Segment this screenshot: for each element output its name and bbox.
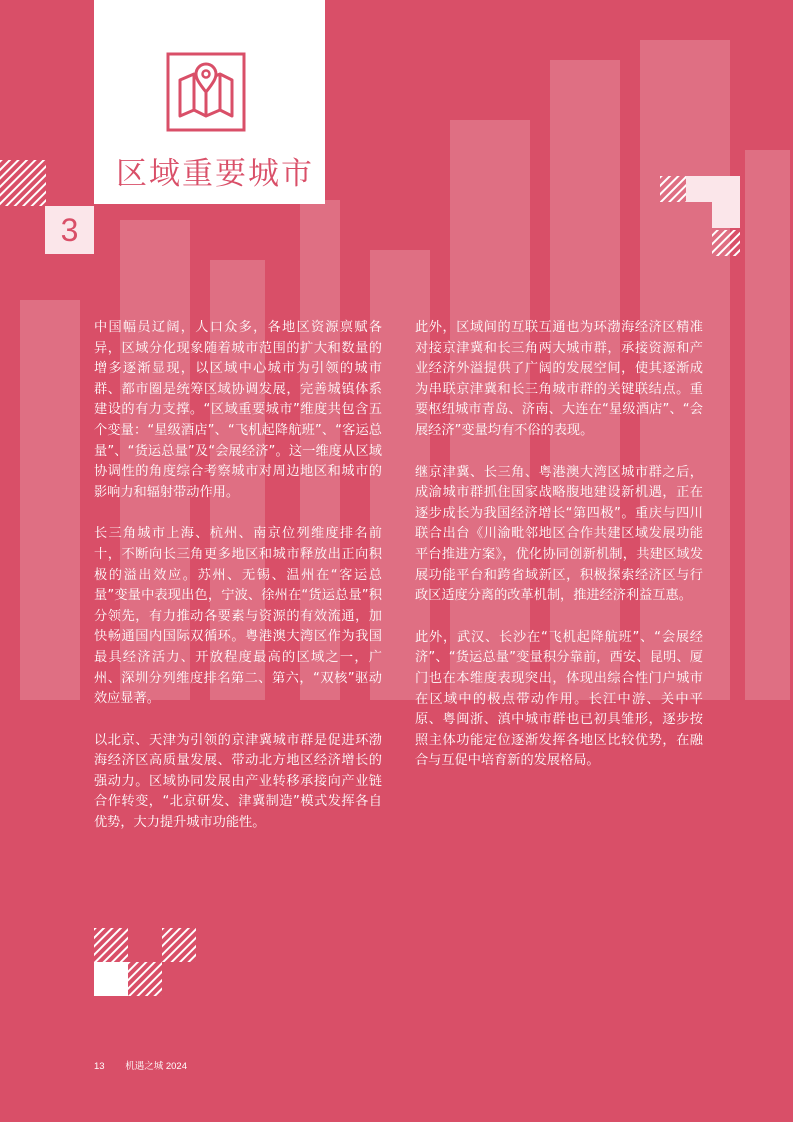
page-number: 13 (94, 1061, 105, 1072)
page-footer (94, 1058, 205, 1072)
paragraph: 长三角城市上海、杭州、南京位列维度排名前十，不断向长三角更多地区和城市释放出正向积极的溢出效应。苏州、无锡、温州在“客运总量”变量中表现出色，宁波、徐州在“货运总量”积分领先，有力推动各要素与资源的有效流通，加快畅通国内国际双循环。粤港澳大湾区作为我国最具经济活力、开放程度最高的区域之一，广州、深圳分列维度排名第二、第六，“双核”驱动效应显著。 (94, 526, 382, 707)
paragraph: 此外，区域间的互联互通也为环渤海经济区精准对接京津冀和长三角两大城市群，承接资源和产业经济外溢提供了广阔的发展空间，使其逐渐成为串联京津冀和长三角城市群的关键联结点。重要枢纽城市青岛、济南、大连在“星级酒店”、“会展经济”变量均有不俗的表现。 (415, 320, 703, 438)
decorative-hatch-left (0, 160, 46, 206)
section-number: 3 (45, 206, 94, 254)
paragraph: 继京津冀、长三角、粤港澳大湾区城市群之后，成渝城市群抓住国家战略腹地建设新机遇，正在逐步成长为我国经济增长“第四极”。重庆与四川联合出台《川渝毗邻地区合作共建区域发展功能平台推进方案》，优化协同创新机制，共建区域发展功能平台和跨省域新区，积极探索经济区与行政区适度分离的改革机制，推进经济利益互惠。 (415, 464, 703, 604)
text-column-left (94, 318, 382, 855)
decorative-hatch-bottom-left (94, 928, 196, 996)
text-column-right (415, 318, 703, 793)
section-title-block (94, 0, 325, 204)
paragraph: 以北京、天津为引领的京津冀城市群是促进环渤海经济区高质量发展、带动北方地区经济增长的强动力。区域协同发展由产业转移承接向产业链合作转变，“北京研发、津冀制造”模式发挥各自优势，大力提升城市功能性。 (94, 732, 382, 831)
publication-name: 机遇之城 2024 (125, 1061, 187, 1072)
paragraph: 中国幅员辽阔，人口众多，各地区资源禀赋各异，区域分化现象随着城市范围的扩大和数量的增多逐渐显现，以区域中心城市为引领的城市群、都市圈是统筹区域协调发展，完善城镇体系建设的有力支撑。“区域重要城市”维度共包含五个变量：“星级酒店”、“飞机起降航班”、“客运总量”、“货运总量”及“会展经济”。这一维度从区域协调性的角度综合考察城市对周边地区和城市的影响力和辐射带动作用。 (94, 320, 382, 500)
section-title: 区域重要城市 (116, 156, 314, 192)
decorative-hatch-top-right (660, 176, 740, 256)
map-pin-icon (166, 52, 246, 132)
paragraph: 此外，武汉、长沙在“飞机起降航班”、“会展经济”、“货运总量”变量积分靠前，西安、昆明、厦门也在本维度表现突出，体现出综合性门户城市在区域中的极点带动作用。长江中游、关中平原、粤闽浙、滇中城市群也已初具雏形，逐步按照主体功能定位逐渐发挥各地区比较优势，在融合与互促中培育新的发展格局。 (415, 629, 703, 769)
